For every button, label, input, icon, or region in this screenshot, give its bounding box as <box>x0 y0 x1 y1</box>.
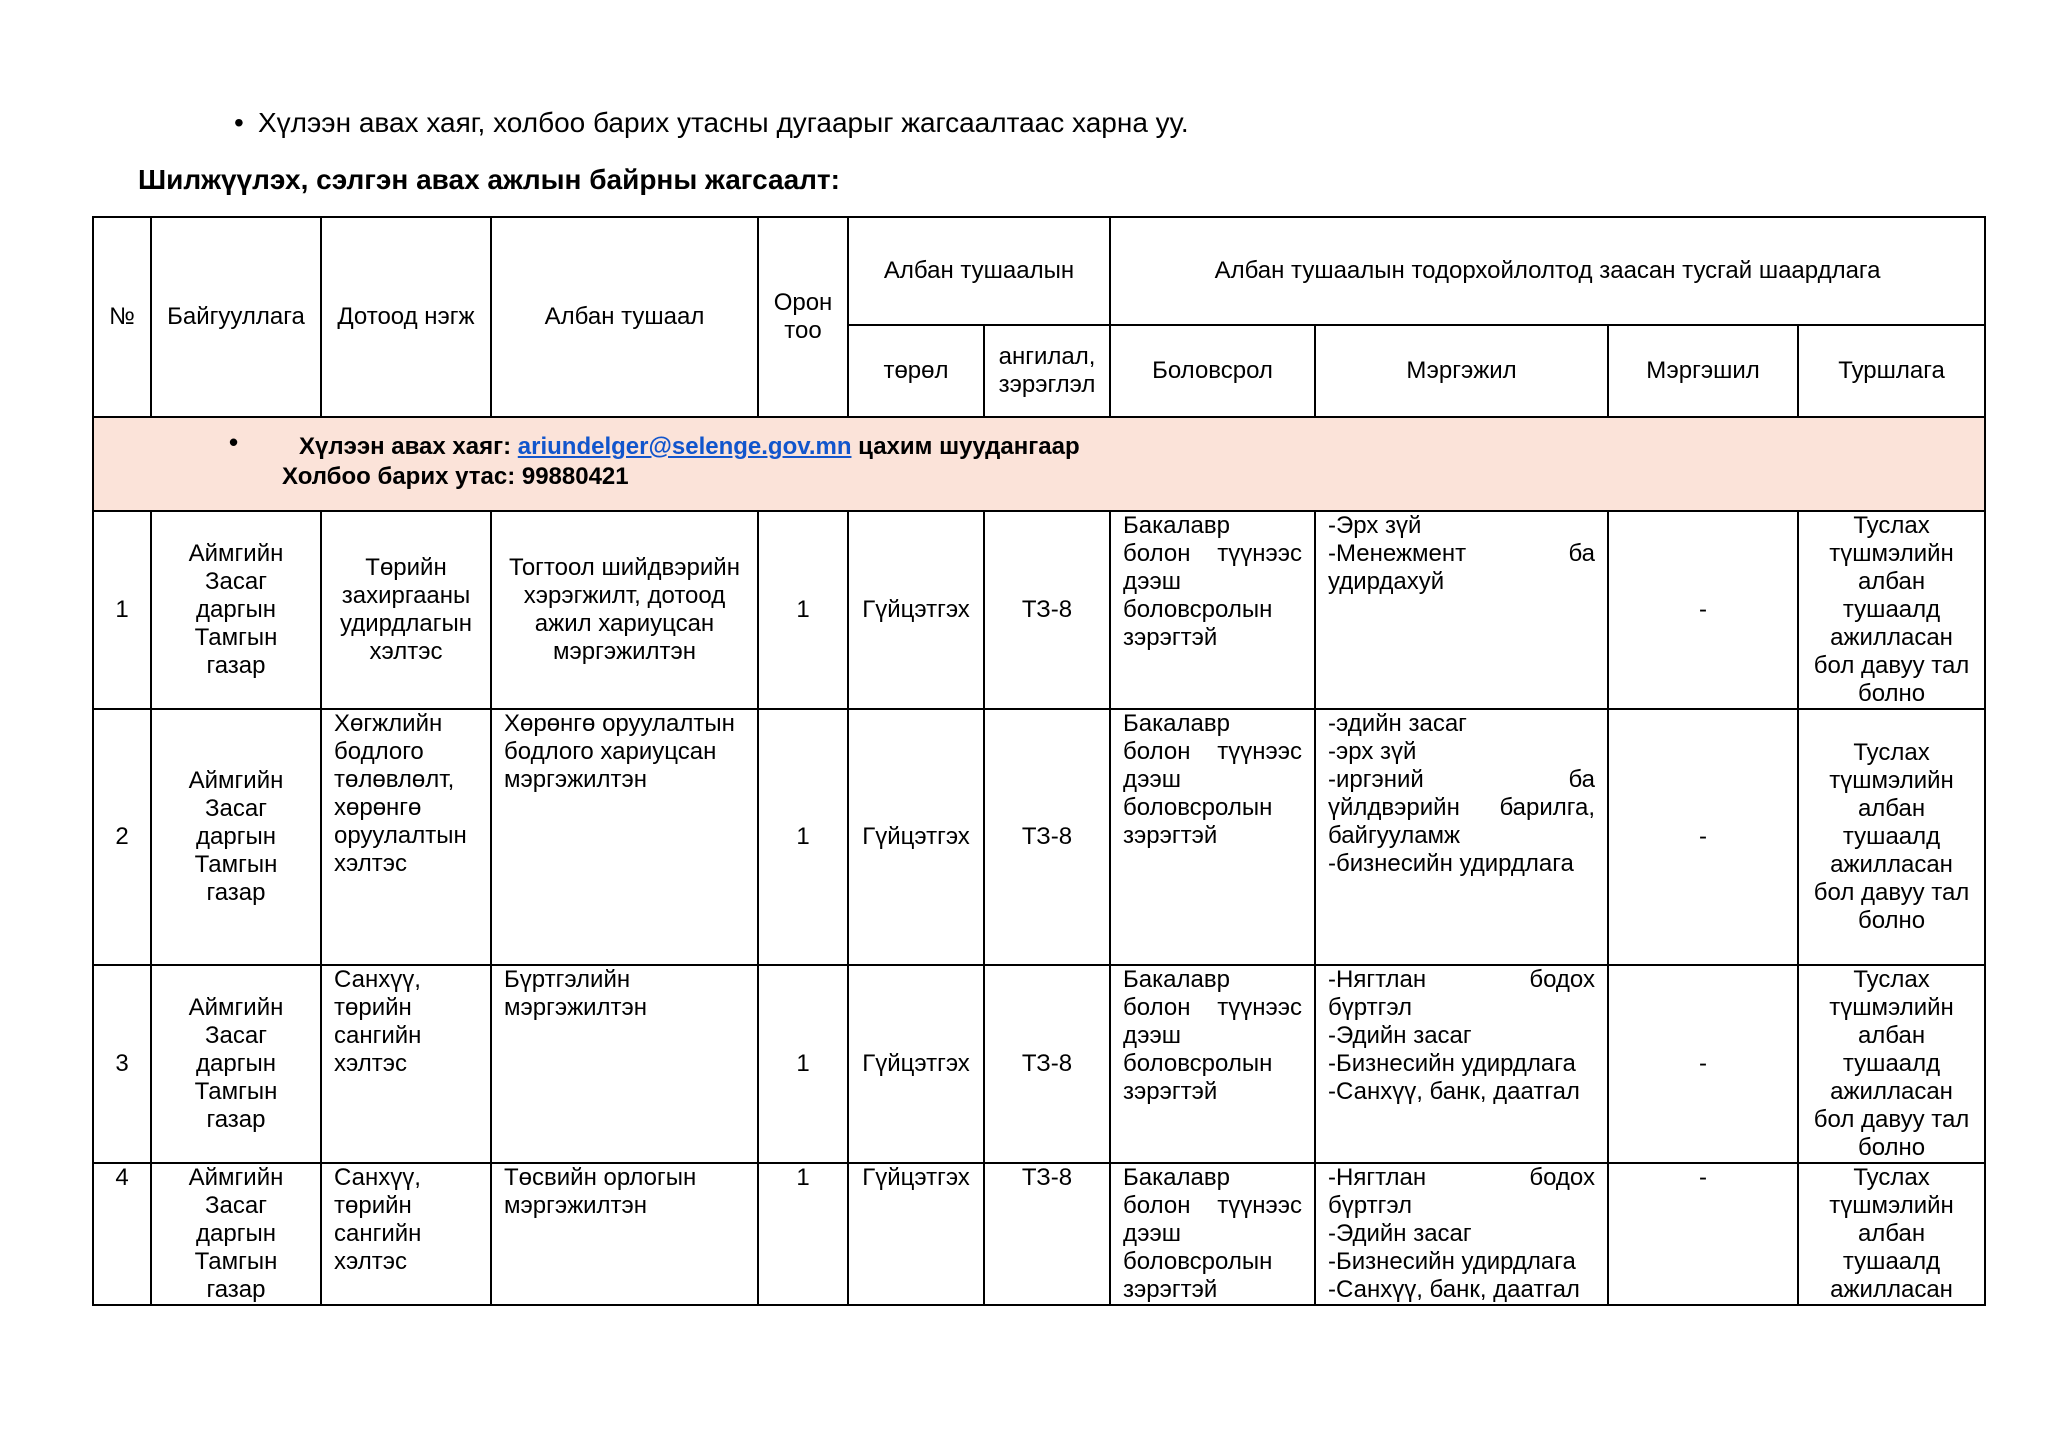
row-education-line <box>1123 1220 1302 1248</box>
row-position-line: мэргэжилтэн <box>504 766 648 793</box>
header-skill: Мэргэшил <box>1608 325 1798 417</box>
row-experience-line: болно <box>1857 907 1926 934</box>
row-education-word: түүнээс <box>1217 540 1303 567</box>
row-unit <box>321 1163 491 1305</box>
row-organization-line: Аймгийн <box>188 1164 284 1191</box>
header-row-1 <box>93 217 1985 325</box>
row-organization <box>151 709 321 965</box>
row-unit-line: Хөгжлийн <box>334 710 443 737</box>
header-type: төрөл <box>848 325 984 417</box>
row-organization-line: Засаг <box>205 1192 267 1219</box>
row-position <box>491 1163 758 1305</box>
row-education <box>1110 511 1315 709</box>
row-organization-line: Аймгийн <box>188 540 284 567</box>
row-experience-line: түшмэлийн <box>1829 540 1954 567</box>
row-position-line: мэргэжилтэн <box>504 1192 648 1219</box>
row-experience-line: түшмэлийн <box>1829 767 1954 794</box>
row-profession-word: үйлдвэрийн <box>1328 794 1460 821</box>
row-position-line: Төсвийн орлогын <box>504 1164 697 1191</box>
row-experience-line: бол давуу тал <box>1813 652 1970 679</box>
row-organization-line: Тамгын <box>194 1248 278 1275</box>
row-skill: - <box>1608 511 1798 709</box>
row-education-word: түүнээс <box>1217 994 1303 1021</box>
row-experience-line: Туслах <box>1853 1164 1930 1191</box>
row-education-word: болон <box>1123 1192 1191 1219</box>
intro-bullet-item <box>234 103 1189 143</box>
row-organization <box>151 511 321 709</box>
row-education-word: зэрэгтэй <box>1123 1078 1218 1105</box>
row-education-line <box>1123 1276 1302 1304</box>
row-unit-line: бодлого <box>334 738 424 765</box>
row-education-word: боловсролын <box>1123 1248 1273 1275</box>
row-education-word: зэрэгтэй <box>1123 624 1218 651</box>
row-profession-line <box>1328 1050 1595 1078</box>
row-profession-word: -иргэний <box>1328 766 1424 793</box>
row-education-word: дээш <box>1123 1220 1182 1247</box>
row-profession <box>1315 511 1608 709</box>
row-experience-line: тушаалд <box>1842 1050 1941 1077</box>
row-rank: ТЗ-8 <box>984 511 1110 709</box>
contact-row <box>93 417 1985 511</box>
row-profession-word: байгууламж <box>1328 822 1461 849</box>
job-list-table <box>92 216 1986 1306</box>
header-count: Орон тоо <box>758 217 848 417</box>
row-no: 3 <box>93 965 151 1163</box>
row-unit-line: захиргааны <box>341 582 471 609</box>
row-education-word: болон <box>1123 994 1191 1021</box>
row-profession-word: -Бизнесийн удирдлага <box>1328 1050 1576 1077</box>
row-profession-word: -Эрх зүй <box>1328 512 1422 539</box>
row-education <box>1110 709 1315 965</box>
row-unit-line: хэлтэс <box>334 850 407 877</box>
row-education-word: Бакалавр <box>1123 512 1230 539</box>
row-profession-line <box>1328 1248 1595 1276</box>
row-unit-line: төрийн <box>334 994 412 1021</box>
row-unit-line: Санхүү, <box>334 1164 421 1191</box>
row-profession-word: -Эдийн засаг <box>1328 1220 1472 1247</box>
row-unit-line: оруулалтын <box>334 822 467 849</box>
row-organization-line: газар <box>206 1106 266 1133</box>
row-organization <box>151 965 321 1163</box>
row-rank: ТЗ-8 <box>984 1163 1110 1305</box>
row-experience <box>1798 511 1985 709</box>
row-education-word: болон <box>1123 540 1191 567</box>
row-experience-line: Туслах <box>1853 512 1930 539</box>
table-row <box>93 1163 1985 1305</box>
row-profession-word: бодох <box>1529 966 1596 993</box>
row-unit-line: удирдлагын <box>339 610 473 637</box>
row-experience-line: албан <box>1857 795 1926 822</box>
row-profession-line <box>1328 1192 1595 1220</box>
row-education-word: Бакалавр <box>1123 1164 1230 1191</box>
row-no: 1 <box>93 511 151 709</box>
contact-address-label: Хүлээн авах хаяг: <box>299 433 512 460</box>
row-education-line <box>1123 738 1302 766</box>
row-experience-line: ажилласан <box>1830 1276 1953 1303</box>
table-row <box>93 709 1985 965</box>
row-profession-line <box>1328 1276 1595 1304</box>
header-organization: Байгууллага <box>151 217 321 417</box>
row-experience <box>1798 965 1985 1163</box>
row-organization-line: газар <box>206 652 266 679</box>
row-profession-line <box>1328 738 1595 766</box>
row-experience <box>1798 1163 1985 1305</box>
row-education-line <box>1123 624 1302 652</box>
row-experience-line: Туслах <box>1853 739 1930 766</box>
row-profession-word: -эдийн засаг <box>1328 710 1467 737</box>
row-profession-word: -Нягтлан <box>1328 966 1427 993</box>
row-profession-word: -эрх зүй <box>1328 738 1417 765</box>
row-count: 1 <box>758 965 848 1163</box>
row-education-line <box>1123 540 1302 568</box>
row-profession-word: удирдахуй <box>1328 568 1445 595</box>
row-position-line: бодлого хариуцсан <box>504 738 717 765</box>
row-unit-line: төрийн <box>334 1192 412 1219</box>
row-profession-word: -бизнесийн удирдлага <box>1328 850 1574 877</box>
contact-cell <box>93 417 1985 511</box>
row-education-line <box>1123 794 1302 822</box>
row-organization-line: даргын <box>196 1220 276 1247</box>
row-education-word: зэрэгтэй <box>1123 1276 1218 1303</box>
row-education-word: болон <box>1123 738 1191 765</box>
bullet-icon: • <box>234 107 244 138</box>
row-unit-line: төлөвлөлт, <box>334 766 455 793</box>
row-profession <box>1315 965 1608 1163</box>
row-education-word: түүнээс <box>1217 738 1303 765</box>
row-profession-line <box>1328 1220 1595 1248</box>
row-unit-line: сангийн <box>334 1220 422 1247</box>
row-experience <box>1798 709 1985 965</box>
contact-email-link[interactable]: ariundelger@selenge.gov.mn <box>517 433 852 460</box>
row-position <box>491 965 758 1163</box>
table-row <box>93 511 1985 709</box>
row-profession-word: -Нягтлан <box>1328 1164 1427 1191</box>
row-education-word: дээш <box>1123 1022 1182 1049</box>
row-experience-line: тушаалд <box>1842 823 1941 850</box>
row-education-line <box>1123 994 1302 1022</box>
row-skill: - <box>1608 709 1798 965</box>
row-unit-line: Төрийн <box>365 554 447 581</box>
row-rank: ТЗ-8 <box>984 965 1110 1163</box>
row-education <box>1110 965 1315 1163</box>
row-education-line <box>1123 1050 1302 1078</box>
row-unit-line: сангийн <box>334 1022 422 1049</box>
row-unit-line: Санхүү, <box>334 966 421 993</box>
row-education-word: боловсролын <box>1123 596 1273 623</box>
row-experience-line: ажилласан <box>1830 624 1953 651</box>
row-experience-line: бол давуу тал <box>1813 879 1970 906</box>
row-education-line <box>1123 596 1302 624</box>
row-education-line <box>1123 512 1302 540</box>
row-organization-line: даргын <box>196 1050 276 1077</box>
row-unit-line: хэлтэс <box>334 1050 407 1077</box>
row-unit-line: хөрөнгө <box>334 794 422 821</box>
row-experience-line: тушаалд <box>1842 596 1941 623</box>
row-position-line: мэргэжилтэн <box>504 994 648 1021</box>
page-heading: Шилжүүлэх, сэлгэн авах ажлын байрны жагсаалт: <box>138 164 840 195</box>
contact-phone-line: Холбоо барих утас: 99880421 <box>282 463 629 490</box>
row-skill: - <box>1608 965 1798 1163</box>
row-profession-line <box>1328 540 1595 568</box>
row-profession-word: -Эдийн засаг <box>1328 1022 1472 1049</box>
row-profession-line <box>1328 766 1595 794</box>
row-organization-line: Тамгын <box>194 1078 278 1105</box>
header-no: № <box>93 217 151 417</box>
row-education-line <box>1123 1022 1302 1050</box>
row-education-word: дээш <box>1123 766 1182 793</box>
row-profession-line <box>1328 850 1595 878</box>
row-experience-line: ажилласан <box>1830 851 1953 878</box>
row-skill: - <box>1608 1163 1798 1305</box>
row-type: Гүйцэтгэх <box>848 965 984 1163</box>
row-count: 1 <box>758 1163 848 1305</box>
row-organization-line: Засаг <box>205 795 267 822</box>
row-experience-line: түшмэлийн <box>1829 994 1954 1021</box>
row-profession-word: бүртгэл <box>1328 994 1413 1021</box>
row-organization-line: газар <box>206 879 266 906</box>
row-organization-line: Аймгийн <box>188 994 284 1021</box>
row-profession-word: бодох <box>1529 1164 1596 1191</box>
row-position <box>491 511 758 709</box>
row-type: Гүйцэтгэх <box>848 709 984 965</box>
row-profession-word: ба <box>1568 766 1596 793</box>
row-position-line: мэргэжилтэн <box>552 638 697 665</box>
row-organization-line: даргын <box>196 823 276 850</box>
bullet-icon: • <box>229 427 239 457</box>
row-profession-line <box>1328 1164 1595 1192</box>
row-profession-line <box>1328 1022 1595 1050</box>
row-profession-line <box>1328 966 1595 994</box>
row-organization-line: Тамгын <box>194 851 278 878</box>
row-profession-word: барилга, <box>1499 794 1596 821</box>
row-organization <box>151 1163 321 1305</box>
row-unit-line: хэлтэс <box>369 638 443 665</box>
header-rank: ангилал, зэрэглэл <box>984 325 1110 417</box>
header-profession: Мэргэжил <box>1315 325 1608 417</box>
row-profession-line <box>1328 794 1595 822</box>
row-position <box>491 709 758 965</box>
contact-address-line <box>299 433 1080 461</box>
row-profession-word: бүртгэл <box>1328 1192 1413 1219</box>
row-education-line <box>1123 1078 1302 1106</box>
row-profession-line <box>1328 568 1595 596</box>
row-experience-line: албан <box>1857 568 1926 595</box>
row-experience-line: тушаалд <box>1842 1248 1941 1275</box>
row-no: 2 <box>93 709 151 965</box>
row-profession-line <box>1328 994 1595 1022</box>
row-position-line: Тогтоол шийдвэрийн <box>509 554 740 581</box>
intro-text: Хүлээн авах хаяг, холбоо барих утасны дугаарыг жагсаалтаас харна уу. <box>258 107 1189 138</box>
header-education: Боловсрол <box>1110 325 1315 417</box>
row-organization-line: Засаг <box>205 1022 267 1049</box>
header-requirements-group: Албан тушаалын тодорхойлолтод заасан тусгай шаардлага <box>1110 217 1985 325</box>
row-education-line <box>1123 710 1302 738</box>
row-type: Гүйцэтгэх <box>848 511 984 709</box>
row-profession-line <box>1328 710 1595 738</box>
row-education-line <box>1123 766 1302 794</box>
header-experience: Туршлага <box>1798 325 1985 417</box>
row-education-word: зэрэгтэй <box>1123 822 1218 849</box>
row-organization-line: даргын <box>196 596 276 623</box>
row-unit <box>321 511 491 709</box>
row-profession-line <box>1328 1078 1595 1106</box>
row-count: 1 <box>758 511 848 709</box>
row-type: Гүйцэтгэх <box>848 1163 984 1305</box>
row-position-line: Бүртгэлийн <box>504 966 631 993</box>
row-profession-line <box>1328 512 1595 540</box>
row-unit <box>321 709 491 965</box>
row-experience-line: албан <box>1857 1220 1926 1247</box>
row-no: 4 <box>93 1163 151 1305</box>
row-organization-line: Тамгын <box>194 624 278 651</box>
row-position-line: Хөрөнгө оруулалтын <box>504 710 735 737</box>
row-education <box>1110 1163 1315 1305</box>
row-experience-line: албан <box>1857 1022 1926 1049</box>
row-education-word: Бакалавр <box>1123 966 1230 993</box>
row-unit <box>321 965 491 1163</box>
row-unit-line: хэлтэс <box>334 1248 407 1275</box>
row-experience-line: болно <box>1857 1134 1926 1161</box>
contact-address-suffix: цахим шуудангаар <box>858 433 1080 460</box>
row-education-word: Бакалавр <box>1123 710 1230 737</box>
row-rank: ТЗ-8 <box>984 709 1110 965</box>
row-profession-word: ба <box>1568 540 1596 567</box>
row-experience-line: ажилласан <box>1830 1078 1953 1105</box>
header-position-group: Албан тушаалын <box>848 217 1110 325</box>
row-education-word: боловсролын <box>1123 1050 1273 1077</box>
row-organization-line: Засаг <box>205 568 267 595</box>
row-count: 1 <box>758 709 848 965</box>
row-position-line: хэрэгжилт, дотоод <box>523 582 726 609</box>
row-experience-line: түшмэлийн <box>1829 1192 1954 1219</box>
row-profession-word: -Менежмент <box>1328 540 1467 567</box>
row-organization-line: газар <box>206 1276 266 1303</box>
row-education-line <box>1123 1164 1302 1192</box>
row-experience-line: Туслах <box>1853 966 1930 993</box>
row-profession <box>1315 1163 1608 1305</box>
header-unit: Дотоод нэгж <box>321 217 491 417</box>
row-profession <box>1315 709 1608 965</box>
row-profession-word: -Бизнесийн удирдлага <box>1328 1248 1576 1275</box>
row-education-line <box>1123 1248 1302 1276</box>
row-education-word: дээш <box>1123 568 1182 595</box>
row-education-line <box>1123 568 1302 596</box>
row-position-line: ажил хариуцсан <box>534 610 715 637</box>
row-education-line <box>1123 966 1302 994</box>
table-row <box>93 965 1985 1163</box>
row-education-word: боловсролын <box>1123 794 1273 821</box>
row-education-line <box>1123 1192 1302 1220</box>
row-profession-word: -Санхүү, банк, даатгал <box>1328 1078 1580 1105</box>
row-education-word: түүнээс <box>1217 1192 1303 1219</box>
row-profession-line <box>1328 822 1595 850</box>
row-experience-line: бол давуу тал <box>1813 1106 1970 1133</box>
row-education-line <box>1123 822 1302 850</box>
row-organization-line: Аймгийн <box>188 767 284 794</box>
row-experience-line: болно <box>1857 680 1926 707</box>
row-profession-word: -Санхүү, банк, даатгал <box>1328 1276 1580 1303</box>
header-position: Албан тушаал <box>491 217 758 417</box>
